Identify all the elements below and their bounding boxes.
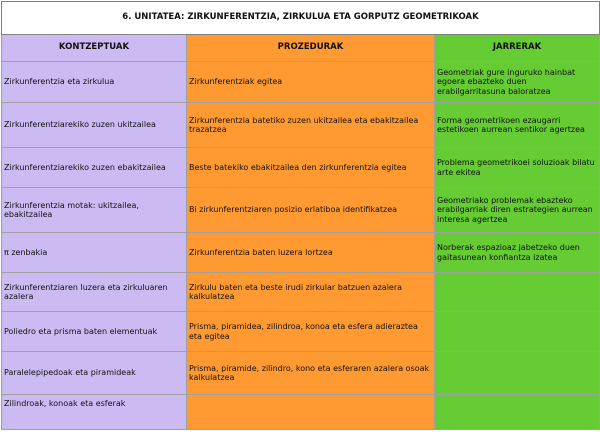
concept-cell: Zirkunferentziarekiko zuzen ebakitzailea: [2, 148, 187, 188]
concept-cell: π zenbakia: [2, 233, 187, 273]
table-title: 6. UNITATEA: ZIRKUNFERENTZIA, ZIRKULUA ETA GORPUTZ GEOMETRIKOAK: [2, 2, 600, 35]
procedure-cell: Prisma, piramide, zilindro, kono eta esferaren azalera osoak kalkulatzea: [187, 352, 435, 395]
attitude-cell: [435, 312, 600, 352]
attitude-cell: Geometriako problemak ebazteko erabilgarriak diren estrategien aurrean interesa agertzea: [435, 188, 600, 233]
header-concepts: KONTZEPTUAK: [2, 35, 187, 62]
procedure-cell: Bi zirkunferentziaren posizio erlatiboa identifikatzea: [187, 188, 435, 233]
attitude-cell: Problema geometrikoei soluzioak bilatu arte ekitea: [435, 148, 600, 188]
header-attitudes: JARRERAK: [435, 35, 600, 62]
attitude-cell: Geometriak gure inguruko hainbat egoera ebazteko duen erabilgarritasuna baloratzea: [435, 62, 600, 103]
table-row: [2, 103, 600, 148]
header-procedures: PROZEDURAK: [187, 35, 435, 62]
table-row: [2, 233, 600, 273]
unit-table: [1, 1, 600, 430]
concept-cell: Zirkunferentziarekiko zuzen ukitzailea: [2, 103, 187, 148]
concept-cell: Zirkunferentziaren luzera eta zirkuluaren azalera: [2, 273, 187, 312]
table-row: [2, 312, 600, 352]
attitude-cell: [435, 273, 600, 312]
concept-cell: Paralelepipedoak eta piramideak: [2, 352, 187, 395]
attitude-cell: Forma geometrikoen ezaugarri estetikoen aurrean sentikor agertzea: [435, 103, 600, 148]
attitude-cell: Norberak espazioaz jabetzeko duen gaitasunean konfiantza izatea: [435, 233, 600, 273]
concept-cell: Zirkunferentzia eta zirkulua: [2, 62, 187, 103]
procedure-cell: Beste batekiko ebakitzailea den zirkunferentzia egitea: [187, 148, 435, 188]
procedure-cell: Zirkunferentzia baten luzera lortzea: [187, 233, 435, 273]
concept-cell: Zilindroak, konoak eta esferak: [2, 395, 187, 430]
concept-cell: Poliedro eta prisma baten elementuak: [2, 312, 187, 352]
attitude-cell: [435, 352, 600, 395]
procedure-cell: Zirkulu baten eta beste irudi zirkular batzuen azalera kalkulatzea: [187, 273, 435, 312]
title-row: [2, 2, 600, 35]
procedure-cell: Prisma, piramidea, zilindroa, konoa eta esfera adieraztea eta egitea: [187, 312, 435, 352]
procedure-cell: Zirkunferentzia batetiko zuzen ukitzailea eta ebakitzailea trazatzea: [187, 103, 435, 148]
attitude-cell: [435, 395, 600, 430]
table-row: [2, 62, 600, 103]
concept-cell: Zirkunferentzia motak: ukitzailea, ebakitzailea: [2, 188, 187, 233]
table-row: [2, 352, 600, 395]
table-row: [2, 188, 600, 233]
procedure-cell: Zirkunferentziak egitea: [187, 62, 435, 103]
procedure-cell: [187, 395, 435, 430]
table-row: [2, 273, 600, 312]
table-row: [2, 148, 600, 188]
table-row: [2, 395, 600, 430]
header-row: [2, 35, 600, 62]
